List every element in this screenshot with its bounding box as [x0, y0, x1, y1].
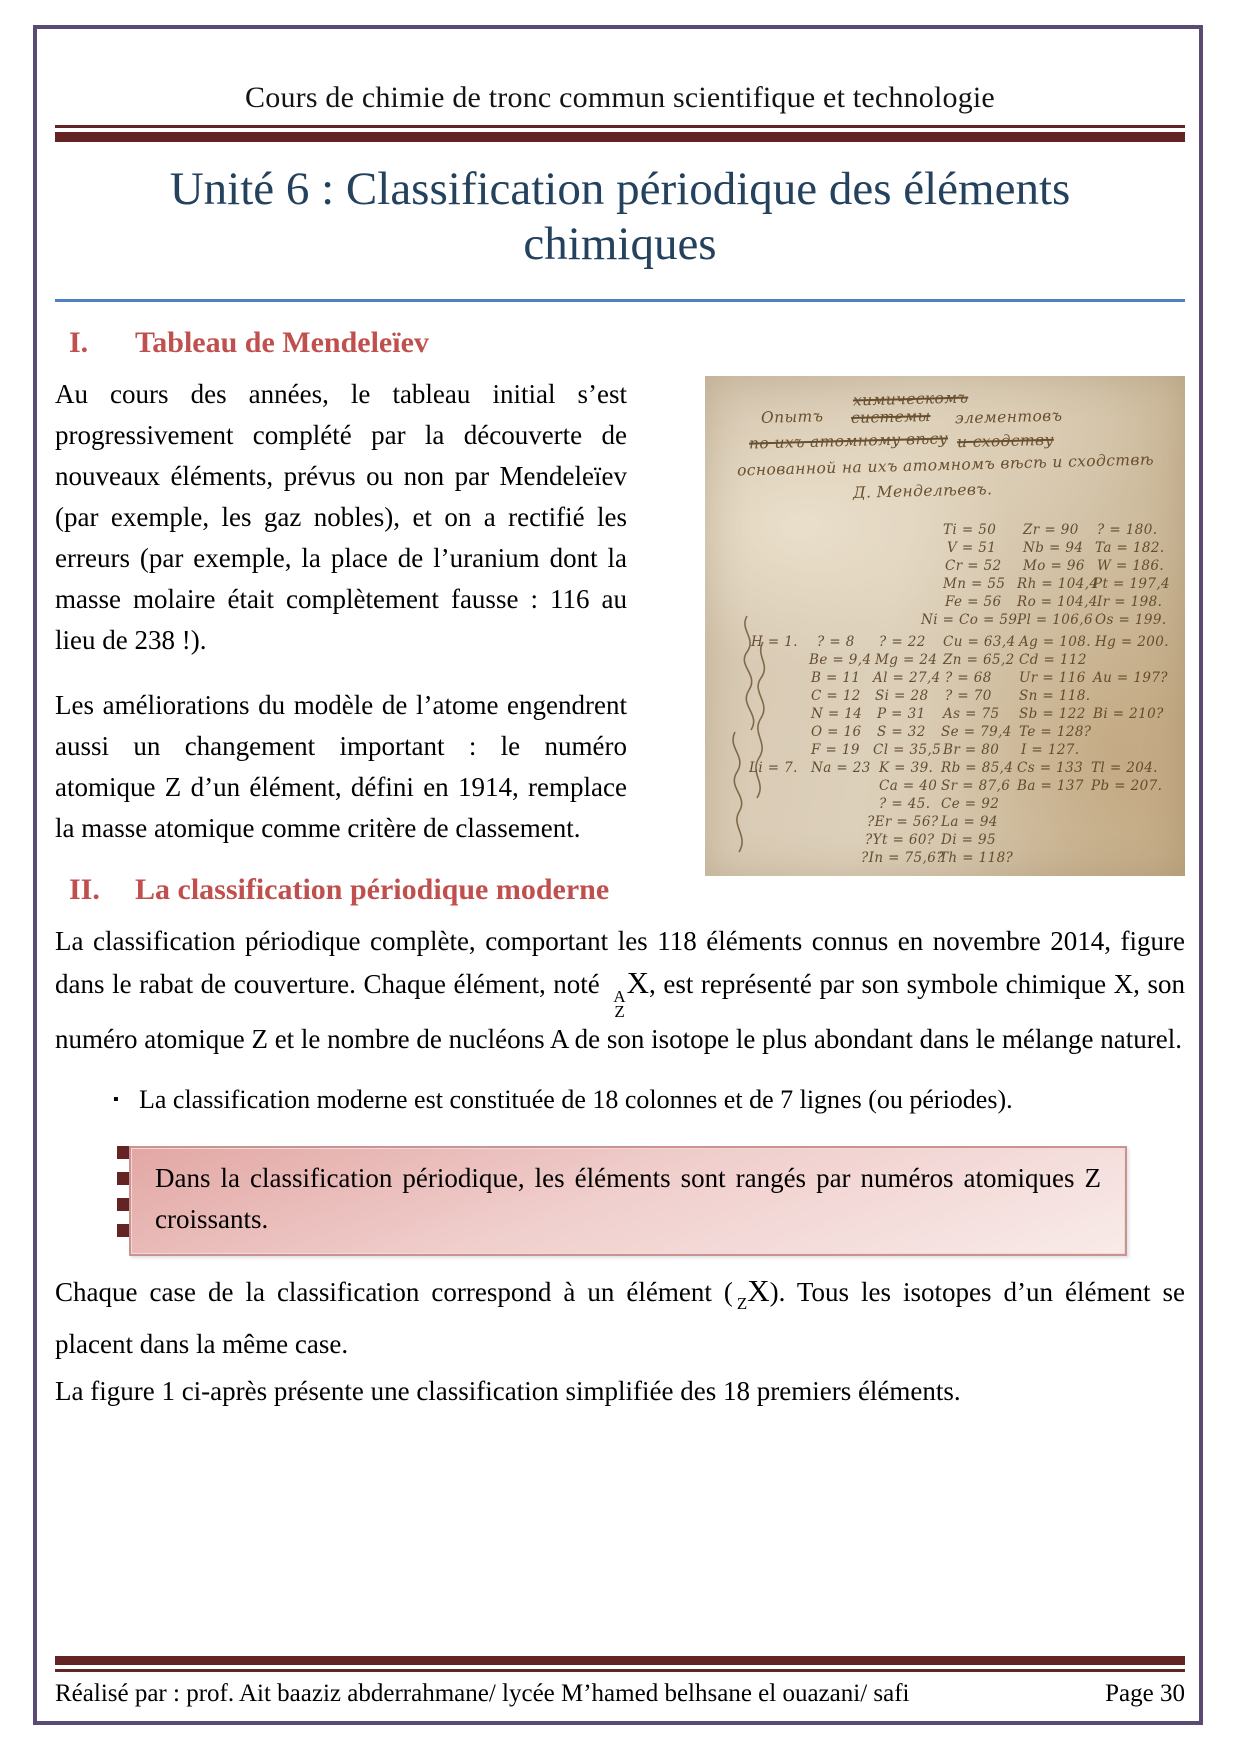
manuscript-handwriting-text: и сходству: [956, 430, 1055, 452]
manuscript-handwriting-text: Cs = 133: [1017, 759, 1084, 776]
manuscript-handwriting-text: Pl = 106,6: [1017, 611, 1093, 628]
manuscript-handwriting-text: Cl = 35,5: [873, 741, 942, 758]
section-heading-2: [69, 873, 627, 907]
manuscript-handwriting-text: Nb = 94: [1023, 539, 1084, 556]
manuscript-handwriting-text: Ta = 182.: [1095, 539, 1165, 556]
manuscript-handwriting-text: Ba = 137: [1017, 777, 1084, 794]
paragraph-history-1: Au cours des années, le tableau initial s’est progressivement complété par la découverte de nouveaux éléments, prévus ou non par Mendeleïev (par exemple, les gaz nobles), et on a rectifié les erreurs (par exemple, la place de l’uranium dont la masse molaire était complètement fausse : 116 au lieu de 238 !).: [55, 378, 627, 655]
manuscript-handwriting-text: Sb = 122: [1019, 705, 1086, 722]
manuscript-handwriting-text: Rb = 85,4: [941, 759, 1014, 776]
manuscript-handwriting-text: Zr = 90: [1023, 521, 1079, 538]
manuscript-handwriting-text: Опытъ: [760, 407, 824, 427]
page-footer: [55, 1656, 1185, 1708]
atomic-number-z: Z: [736, 1293, 748, 1313]
manuscript-handwriting-text: Ir = 198.: [1097, 593, 1163, 610]
manuscript-handwriting-text: Au = 197?: [1093, 669, 1168, 686]
callout-text-box: Dans la classification périodique, les éléments sont rangés par numéros atomiques Z croissants.: [129, 1146, 1127, 1256]
manuscript-handwriting-text: S = 32: [877, 723, 926, 740]
manuscript-handwriting-text: F = 19: [811, 741, 860, 758]
manuscript-handwriting-text: ?Er = 56?: [867, 813, 939, 830]
manuscript-handwriting-text: P = 31: [877, 705, 926, 722]
manuscript-handwriting-text: N = 14: [811, 705, 863, 722]
manuscript-handwriting-text: H = 1.: [751, 633, 798, 650]
manuscript-handwriting-text: Cr = 52: [945, 557, 1002, 574]
manuscript-handwriting-text: Be = 9,4: [809, 651, 872, 668]
element-symbol-x: X: [626, 964, 650, 1000]
manuscript-handwriting-text: I = 127.: [1021, 741, 1080, 758]
manuscript-handwriting-text: Ca = 40: [879, 777, 938, 794]
section-numeral: I.: [69, 325, 89, 359]
bullet-item: [113, 1080, 1185, 1120]
manuscript-handwriting-text: Cu = 63,4: [943, 633, 1016, 650]
manuscript-handwriting-text: Pb = 207.: [1091, 777, 1163, 794]
manuscript-handwriting-text: ? = 22: [879, 633, 926, 650]
page-title: Unité 6 : Classification périodique des éléments chimiques: [169, 163, 1071, 271]
manuscript-handwriting-text: Ur = 116: [1019, 669, 1086, 686]
manuscript-handwriting-text: системы: [850, 406, 931, 427]
manuscript-handwriting-text: Д. Менделѣевъ.: [852, 480, 993, 502]
manuscript-handwriting-text: Ag = 108.: [1019, 633, 1091, 650]
atomic-number-z: Z: [614, 1001, 625, 1021]
paragraph-history-2: Les améliorations du modèle de l’atome engendrent aussi un changement important : le numéro atomique Z d’un élément, défini en 1914, remplace la masse atomique comme critère de classement.: [55, 689, 627, 843]
manuscript-handwriting-text: Na = 23: [811, 759, 871, 776]
manuscript-handwriting-text: ?Yt = 60?: [865, 831, 935, 848]
manuscript-handwriting-text: C = 12: [811, 687, 861, 704]
manuscript-handwriting-text: Te = 128?: [1019, 723, 1092, 740]
manuscript-handwriting-text: Sn = 118.: [1019, 687, 1091, 704]
paragraph-case: [55, 1270, 1185, 1365]
mendeleev-manuscript-image: [705, 376, 1185, 876]
manuscript-handwriting-text: Li = 7.: [749, 759, 798, 776]
bullet-text: La classification moderne est constituée de 18 colonnes et de 7 lignes (ou périodes).: [139, 1084, 1013, 1114]
paragraph-text-before: Chaque case de la classification correspond à un élément (: [55, 1276, 733, 1307]
manuscript-handwriting-text: Pt = 197,4: [1093, 575, 1171, 592]
manuscript-handwriting-text: Zn = 65,2: [943, 651, 1015, 668]
manuscript-handwriting-text: Rh = 104,4: [1017, 575, 1099, 592]
manuscript-handwriting-text: ? = 45.: [879, 795, 931, 812]
manuscript-margin-scrawl-icon: [709, 612, 779, 862]
footer-author: Réalisé par : prof. Ait baaziz abderrahmane/ lycée M’hamed belhsane el ouazani/ safi: [55, 1680, 910, 1707]
manuscript-handwriting-text: ? = 70: [945, 687, 992, 704]
manuscript-handwriting-text: B = 11: [811, 669, 861, 686]
manuscript-handwriting-text: Di = 95: [941, 831, 997, 848]
paragraph-text-after: , est représenté par son symbole chimique X, son numéro atomique Z et le nombre de nucléons A de son isotope le plus abondant dans le mélange naturel.: [55, 968, 1186, 1054]
manuscript-handwriting-text: Se = 79,4: [941, 723, 1012, 740]
manuscript-handwriting-text: Cd = 112: [1019, 651, 1087, 668]
manuscript-handwriting-text: V = 51: [947, 539, 997, 556]
manuscript-handwriting-text: Sr = 87,6: [941, 777, 1011, 794]
paragraph-modern-classification: [55, 921, 1185, 1060]
manuscript-handwriting-text: ?In = 75,6?: [861, 849, 944, 866]
highlight-callout: [117, 1146, 1127, 1256]
manuscript-handwriting-text: O = 16: [811, 723, 862, 740]
manuscript-handwriting-text: по ихъ атомному вѣсу: [748, 429, 949, 453]
manuscript-handwriting-text: Si = 28: [875, 687, 929, 704]
nuclide-notation: [613, 986, 626, 1021]
manuscript-handwriting-text: As = 75: [943, 705, 1000, 722]
header-divider-rule: [55, 125, 1185, 142]
manuscript-handwriting-text: La = 94: [941, 813, 998, 830]
manuscript-handwriting-text: ? = 180.: [1097, 521, 1158, 538]
title-underline-rule: [55, 299, 1185, 302]
manuscript-handwriting-text: W = 186.: [1097, 557, 1165, 574]
manuscript-handwriting-text: Mo = 96: [1023, 557, 1085, 574]
manuscript-handwriting-text: элементовъ: [954, 406, 1063, 428]
manuscript-handwriting-text: ? = 8: [817, 633, 855, 650]
section-numeral: II.: [69, 872, 100, 906]
mass-number-a: A: [613, 986, 626, 1006]
manuscript-handwriting-text: Ce = 92: [941, 795, 1000, 812]
paragraph-text-before: La classification périodique complète, comportant les 118 éléments connus en novembre 2014, figure dans le rabat de couverture. Chaque élément, noté: [55, 925, 1185, 999]
section-label: La classification périodique moderne: [135, 872, 610, 906]
footer-text-row: [55, 1680, 1185, 1708]
wrapped-text-block: [55, 374, 1185, 1060]
manuscript-handwriting-text: химическомъ: [852, 388, 969, 410]
running-header: Cours de chimie de tronc commun scientifique et technologie: [245, 81, 995, 114]
manuscript-handwriting-text: Th = 118?: [939, 849, 1014, 866]
manuscript-handwriting-text: Ro = 104,4: [1017, 593, 1098, 610]
manuscript-handwriting-text: K = 39.: [879, 759, 934, 776]
manuscript-handwriting-text: Tl = 204.: [1091, 759, 1158, 776]
manuscript-handwriting-text: ? = 68: [945, 669, 992, 686]
manuscript-handwriting-text: Bi = 210?: [1093, 705, 1164, 722]
manuscript-handwriting-text: Ti = 50: [943, 521, 997, 538]
manuscript-handwriting-text: Al = 27,4: [873, 669, 941, 686]
page-content: [55, 25, 1185, 1412]
manuscript-handwriting-text: Fe = 56: [945, 593, 1002, 610]
element-symbol-x: X: [747, 1272, 770, 1308]
footer-divider-rule: [55, 1656, 1185, 1672]
manuscript-handwriting-text: Hg = 200.: [1095, 633, 1169, 650]
section-label: Tableau de Mendeleïev: [135, 325, 429, 359]
paragraph-text-after: ). Tous les isotopes d’un élément se placent dans la même case.: [55, 1276, 1185, 1359]
manuscript-handwriting-text: Os = 199.: [1095, 611, 1167, 628]
manuscript-handwriting-text: Ni = Co = 59.: [921, 611, 1023, 628]
page-number: Page 30: [1105, 1680, 1185, 1707]
paragraph-figure-ref: La figure 1 ci-après présente une classification simplifiée des 18 premiers éléments.: [55, 1375, 961, 1406]
manuscript-handwriting-text: основанной на ихъ атомномъ вѣсѣ и сходствѣ: [736, 450, 1155, 480]
section-heading-1: [69, 326, 1185, 360]
manuscript-handwriting-text: Mg = 24: [875, 651, 938, 668]
square-bullet-icon: ▪: [113, 1090, 119, 1108]
manuscript-handwriting-text: Br = 80: [943, 741, 1000, 758]
manuscript-handwriting-text: Mn = 55: [943, 575, 1006, 592]
